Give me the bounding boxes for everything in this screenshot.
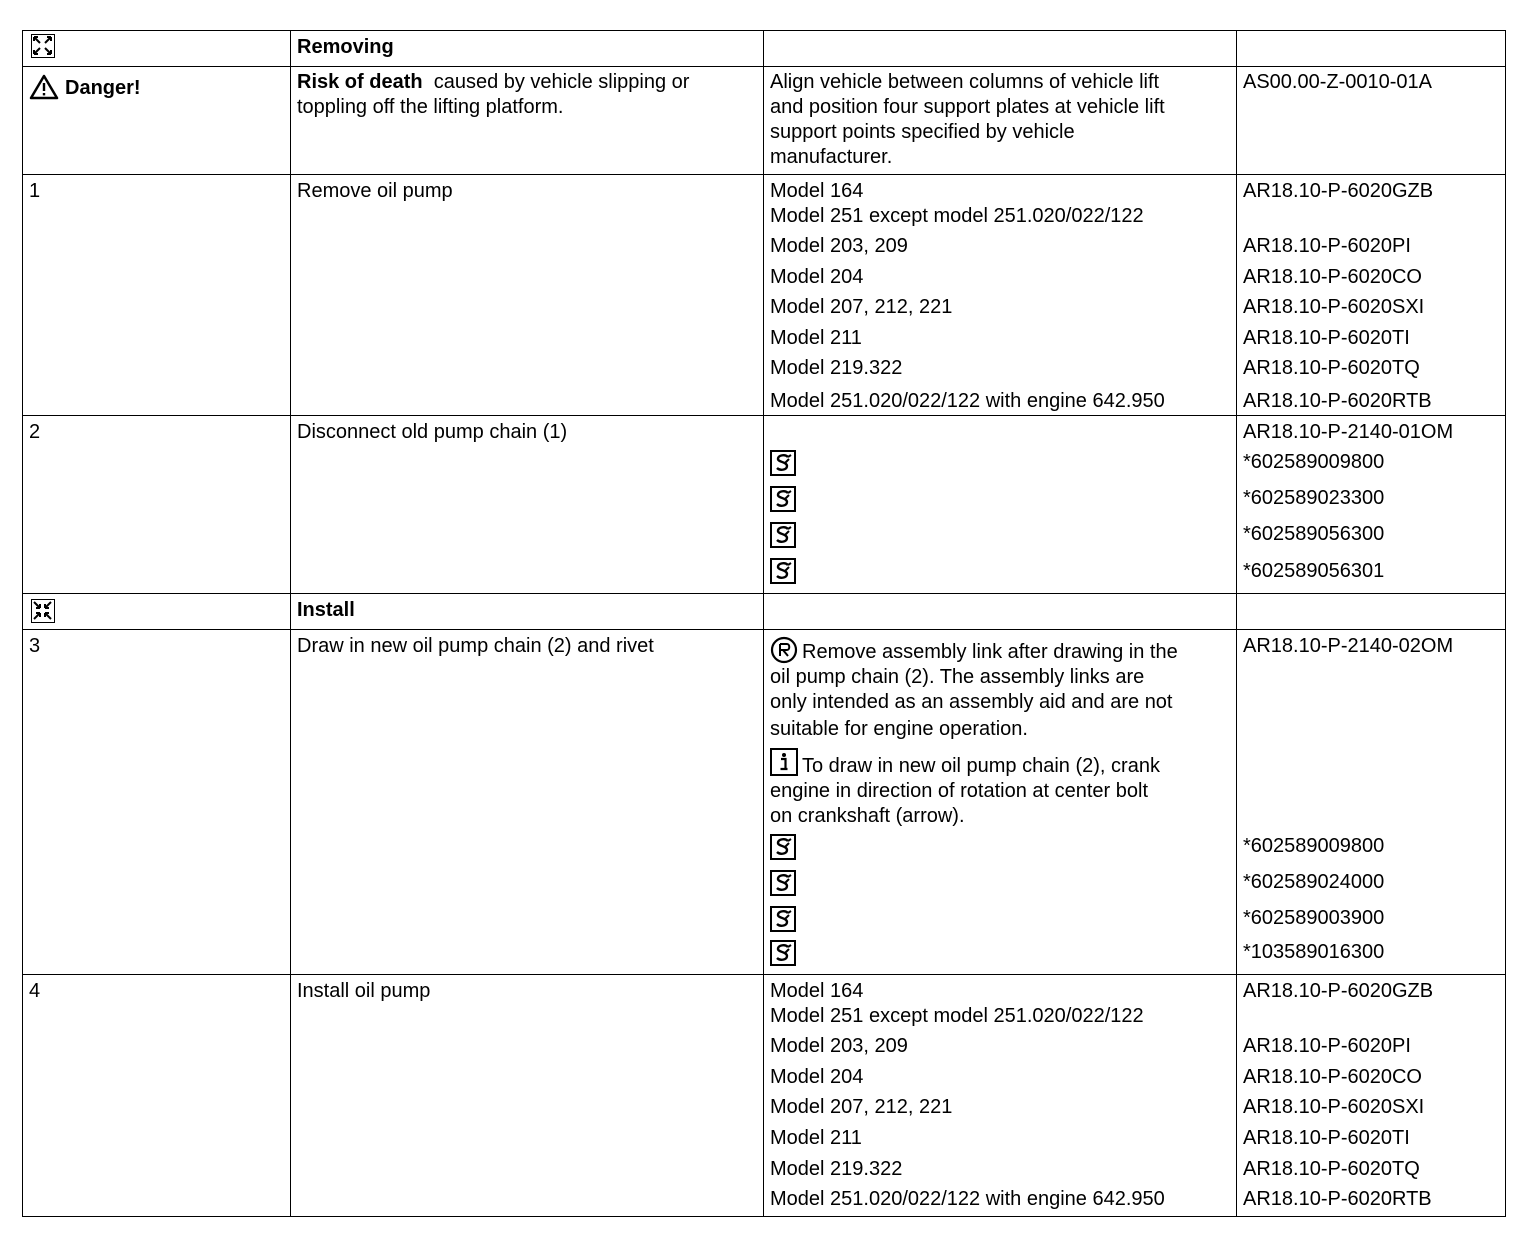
- special-tool-icon[interactable]: [770, 522, 796, 548]
- section-row-removing: [22, 30, 1506, 67]
- reference-link[interactable]: AR18.10-P-6020CO: [1243, 1066, 1422, 1088]
- special-tool-icon[interactable]: [770, 870, 796, 896]
- model-line: Model 211: [770, 327, 862, 349]
- step-row-4: [22, 975, 1506, 1217]
- reference-link[interactable]: AR18.10-P-6020PI: [1243, 235, 1411, 257]
- step-row-1: [22, 175, 1506, 416]
- reference-link[interactable]: AR18.10-P-6020CO: [1243, 266, 1422, 288]
- step-task: Remove oil pump: [291, 175, 764, 415]
- reference-link[interactable]: AR18.10-P-6020GZB: [1243, 980, 1434, 1002]
- info-line: To draw in new oil pump chain (2), crank: [802, 755, 1160, 777]
- section-title-removing: Removing: [291, 31, 764, 66]
- section-row-install: [22, 594, 1506, 630]
- reference-link[interactable]: AR18.10-P-6020GZB: [1243, 180, 1434, 202]
- danger-instruction-line: manufacturer.: [770, 146, 893, 168]
- step-number: 3: [23, 630, 291, 974]
- special-tool-icon[interactable]: [770, 450, 796, 476]
- special-tool-icon[interactable]: [770, 906, 796, 932]
- step-task: Draw in new oil pump chain (2) and rivet: [291, 630, 764, 974]
- special-tool-icon[interactable]: [770, 558, 796, 584]
- special-tool-icon[interactable]: [770, 486, 796, 512]
- tool-number: *602589024000: [1243, 871, 1385, 893]
- danger-instruction-line: Align vehicle between columns of vehicle lift: [770, 71, 1160, 93]
- model-line: Model 211: [770, 1127, 862, 1149]
- model-line: Model 251.020/022/122 with engine 642.950: [770, 390, 1165, 412]
- tool-number: *602589056300: [1243, 523, 1385, 545]
- reference-link[interactable]: AR18.10-P-6020RTB: [1243, 390, 1432, 412]
- model-line: Model 207, 212, 221: [770, 296, 953, 318]
- step-number: 2: [23, 416, 291, 593]
- note-line: oil pump chain (2). The assembly links are: [770, 666, 1145, 688]
- info-line: on crankshaft (arrow).: [770, 805, 965, 827]
- tool-number: *602589003900: [1243, 907, 1385, 929]
- danger-row: [22, 66, 1506, 175]
- danger-instruction-line: support points specified by vehicle: [770, 121, 1075, 143]
- step-task: Disconnect old pump chain (1): [291, 416, 764, 593]
- special-tool-icon[interactable]: [770, 834, 796, 860]
- danger-reference: AS00.00-Z-0010-01A: [1243, 71, 1433, 93]
- compress-arrows-icon: [31, 599, 55, 623]
- section-title-install: Install: [291, 594, 764, 629]
- model-line: Model 204: [770, 266, 864, 288]
- model-line: Model 164: [770, 180, 864, 202]
- reference-link[interactable]: AR18.10-P-6020TQ: [1243, 357, 1420, 379]
- tool-number: *602589009800: [1243, 451, 1385, 473]
- reference-link[interactable]: AR18.10-P-6020TI: [1243, 327, 1410, 349]
- model-line: Model 164: [770, 980, 864, 1002]
- tool-number: *103589016300: [1243, 941, 1385, 963]
- reference-link[interactable]: AR18.10-P-2140-01OM: [1243, 421, 1454, 443]
- info-icon: [770, 748, 798, 783]
- model-line: Model 207, 212, 221: [770, 1096, 953, 1118]
- note-line: Remove assembly link after drawing in the: [802, 641, 1178, 663]
- step-row-3: [22, 630, 1506, 975]
- danger-risk-bold: Risk of death: [297, 71, 423, 93]
- model-line: Model 219.322: [770, 1158, 903, 1180]
- reference-link[interactable]: AR18.10-P-6020SXI: [1243, 296, 1425, 318]
- warning-triangle-icon: [29, 74, 59, 107]
- model-line: Model 203, 209: [770, 235, 908, 257]
- model-line: Model 203, 209: [770, 1035, 908, 1057]
- danger-label: Danger!: [65, 77, 141, 99]
- reference-link[interactable]: AR18.10-P-6020RTB: [1243, 1188, 1432, 1210]
- tool-number: *602589056301: [1243, 560, 1385, 582]
- step-row-2: [22, 416, 1506, 594]
- note-line: suitable for engine operation.: [770, 718, 1028, 740]
- model-line: Model 251 except model 251.020/022/122: [770, 1005, 1144, 1027]
- model-line: Model 251 except model 251.020/022/122: [770, 205, 1144, 227]
- model-line: Model 204: [770, 1066, 864, 1088]
- reference-link[interactable]: AR18.10-P-6020SXI: [1243, 1096, 1425, 1118]
- reference-link[interactable]: AR18.10-P-6020TI: [1243, 1127, 1410, 1149]
- danger-instruction-line: and position four support plates at vehicle lift: [770, 96, 1165, 118]
- info-line: engine in direction of rotation at center bolt: [770, 780, 1149, 802]
- note-line: only intended as an assembly aid and are not: [770, 691, 1173, 713]
- reference-link[interactable]: AR18.10-P-6020PI: [1243, 1035, 1411, 1057]
- step-task: Install oil pump: [291, 975, 764, 1216]
- danger-risk-text: caused by vehicle slipping or: [433, 71, 690, 93]
- reference-link[interactable]: AR18.10-P-2140-02OM: [1243, 635, 1454, 657]
- expand-arrows-icon: [31, 34, 55, 58]
- step-number: 4: [23, 975, 291, 1216]
- step-number: 1: [23, 175, 291, 415]
- tool-number: *602589009800: [1243, 835, 1385, 857]
- special-tool-icon[interactable]: [770, 940, 796, 966]
- danger-risk-text-2: toppling off the lifting platform.: [297, 96, 564, 118]
- tool-number: *602589023300: [1243, 487, 1385, 509]
- model-line: Model 251.020/022/122 with engine 642.950: [770, 1188, 1165, 1210]
- model-line: Model 219.322: [770, 357, 903, 379]
- reference-link[interactable]: AR18.10-P-6020TQ: [1243, 1158, 1420, 1180]
